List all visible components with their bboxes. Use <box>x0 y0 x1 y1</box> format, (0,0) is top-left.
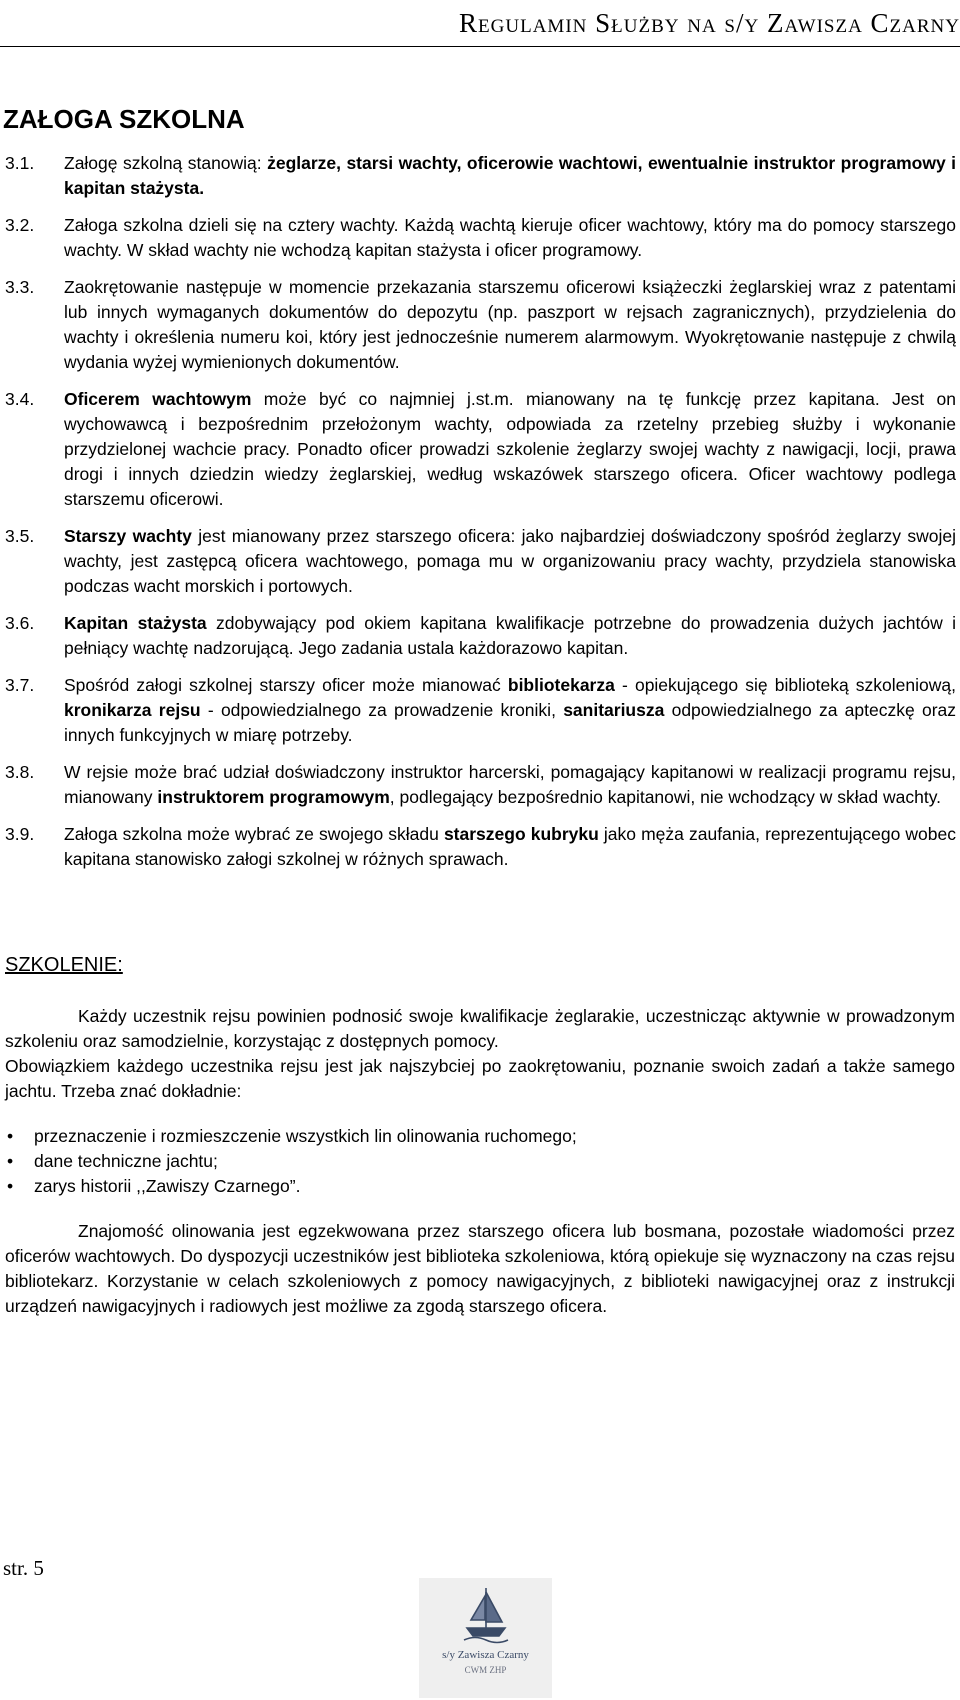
emphasized-term: Kapitan stażysta <box>64 613 207 633</box>
regulation-item <box>0 822 956 872</box>
item-text: jako męża zaufania, reprezentującego wobec kapitana stanowisko załogi szkolnej w różnych sprawach. <box>64 824 956 869</box>
item-text: Załoga szkolna dzieli się na cztery wachty. Każdą wachtą kieruje oficer wachtowy, który ma do pomocy starszego wachty. W skład wachty nie wchodzą kapitan stażysta i oficer programowy. <box>64 215 956 260</box>
list-item <box>5 1174 955 1199</box>
training-paragraph-1: Każdy uczestnik rejsu powinien podnosić swoje kwalifikacje żeglarakie, uczestnicząc aktywnie w prowadzonym szkoleniu oraz samodzielnie, korzystając z dostępnych pomocy. <box>5 1006 955 1051</box>
list-item <box>5 1149 955 1174</box>
training-section-body <box>5 1004 955 1319</box>
ship-emblem-icon <box>461 1584 511 1644</box>
bullet-icon: • <box>7 1151 14 1171</box>
regulation-item <box>0 213 956 263</box>
regulation-item <box>0 760 956 810</box>
regulation-item <box>0 275 956 375</box>
emphasized-term: Oficerem wachtowym <box>64 389 252 409</box>
item-text: Załogę szkolną stanowią: <box>64 153 268 173</box>
logo-subtitle: CWM ZHP <box>464 1665 507 1675</box>
bullet-icon: • <box>7 1176 14 1196</box>
item-number: 3.8. <box>5 762 35 782</box>
item-number: 3.7. <box>5 675 35 695</box>
item-number: 3.1. <box>5 153 35 173</box>
item-text: zdobywający pod okiem kapitana kwalifikacje potrzebne do prowadzenia dużych jachtów i pełniący wachtę nadzorującą. Jego zadania ustala każdorazowo kapitan. <box>64 613 957 658</box>
regulation-item <box>0 387 956 512</box>
training-section-title: SZKOLENIE: <box>5 954 123 976</box>
regulation-item <box>0 673 956 748</box>
regulation-item <box>0 611 956 661</box>
list-item-text: przeznaczenie i rozmieszczenie wszystkich lin olinowania ruchomego; <box>34 1126 577 1146</box>
training-bullet-list <box>5 1124 955 1199</box>
regulation-item <box>0 524 956 599</box>
item-number: 3.6. <box>5 613 35 633</box>
emphasized-term: żeglarze, starsi wachty, oficerowie wachtowi, ewentualnie instruktor programowy i kapitan stażysta. <box>64 153 956 198</box>
emphasized-term: starszego kubryku <box>443 824 599 844</box>
bullet-icon: • <box>7 1126 14 1146</box>
item-text: W rejsie może brać udział doświadczony instruktor harcerski, pomagający kapitanowi w realizacji programu rejsu, mianowany <box>64 762 956 807</box>
list-item-text: zarys historii ,,Zawiszy Czarnego”. <box>34 1176 301 1196</box>
list-item-text: dane techniczne jachtu; <box>34 1151 218 1171</box>
item-text: Załoga szkolna może wybrać ze swojego składu <box>64 824 444 844</box>
item-text: - odpowiedzialnego za prowadzenie kroniki, <box>200 700 564 720</box>
regulation-item <box>0 151 956 201</box>
running-header: Regulamin Służby na s/y Zawisza Czarny <box>459 8 960 38</box>
item-text: Spośród załogi szkolnej starszy oficer może mianować <box>64 675 508 695</box>
item-text: jest mianowany przez starszego oficera: jako najbardziej doświadczony spośród żeglarzy swojej wachty, jest zastępcą oficera wachtowego, pomaga mu w organizowaniu pracy wachty, przydziela stanowiska podczas wacht morskich i portowych. <box>64 526 957 596</box>
emphasized-term: bibliotekarza <box>507 675 615 695</box>
item-number: 3.5. <box>5 526 35 546</box>
item-number: 3.4. <box>5 389 35 409</box>
item-number: 3.2. <box>5 215 35 235</box>
item-text: odpowiedzialnego za apteczkę oraz innych funkcyjnych w miarę potrzeby. <box>64 700 956 745</box>
item-text: może być co najmniej j.st.m. mianowany na tę funkcję przez kapitana. Jest on wychowawcą i bezpośrednim przełożonym wachty, odpowiada za rzetelny przebieg służby i wykonanie przydzielonej wachcie pracy. Ponadto oficer prowadzi szkolenie żeglarzy swojej wachty z nawigacji, locji, prawa drogi i innych dziedzin wiedzy żeglarskiej, według wskazówek starszego oficera. Oficer wachtowy podlega starszemu oficerowi. <box>64 389 956 509</box>
section-title: ZAŁOGA SZKOLNA <box>3 104 245 134</box>
list-item <box>5 1124 955 1149</box>
item-number: 3.3. <box>5 277 35 297</box>
item-text: , podlegający bezpośrednio kapitanowi, nie wchodzący w skład wachty. <box>389 787 942 807</box>
training-paragraph-2: Obowiązkiem każdego uczestnika rejsu jest jak najszybciej po zaokrętowaniu, poznanie swoich zadań a także samego jachtu. Trzeba znać dokładnie: <box>5 1056 955 1101</box>
logo-name: s/y Zawisza Czarny <box>442 1649 529 1661</box>
page-number: str. 5 <box>3 1556 44 1580</box>
item-text: - opiekującego się biblioteką szkoleniową, <box>614 675 956 695</box>
numbered-regulations <box>0 151 956 884</box>
item-number: 3.9. <box>5 824 35 844</box>
training-paragraph-3: Znajomość olinowania jest egzekwowana przez starszego oficera lub bosmana, pozostałe wiadomości przez oficerów wachtowych. Do dyspozycji uczestników jest biblioteka szkoleniowa, którą opiekuje się wyznaczony na czas rejsu bibliotekarz. Korzystanie w celach szkoleniowych z pomocy nawigacyjnych, z biblioteki nawigacyjnej oraz z instrukcji urządzeń nawigacyjnych i radiowych jest możliwe za zgodą starszego oficera. <box>5 1221 955 1316</box>
emphasized-term: sanitariusza <box>563 700 665 720</box>
emphasized-term: Starszy wachty <box>64 526 192 546</box>
emphasized-term: instruktorem programowym <box>157 787 390 807</box>
ship-logo <box>419 1578 552 1698</box>
header-rule <box>0 46 960 47</box>
item-text: Zaokrętowanie następuje w momencie przekazania starszemu oficerowi książeczki żeglarskiej wraz z patentami lub innych wymaganych dokumentów do depozytu (np. paszport w rejsach zagranicznych), przydzielenia do wachty i określenia numeru koi, który jest jednocześnie numerem alarmowym. Wyokrętowanie następuje z chwilą wydania wyżej wymienionych dokumentów. <box>64 277 956 372</box>
emphasized-term: kronikarza rejsu <box>64 700 201 720</box>
